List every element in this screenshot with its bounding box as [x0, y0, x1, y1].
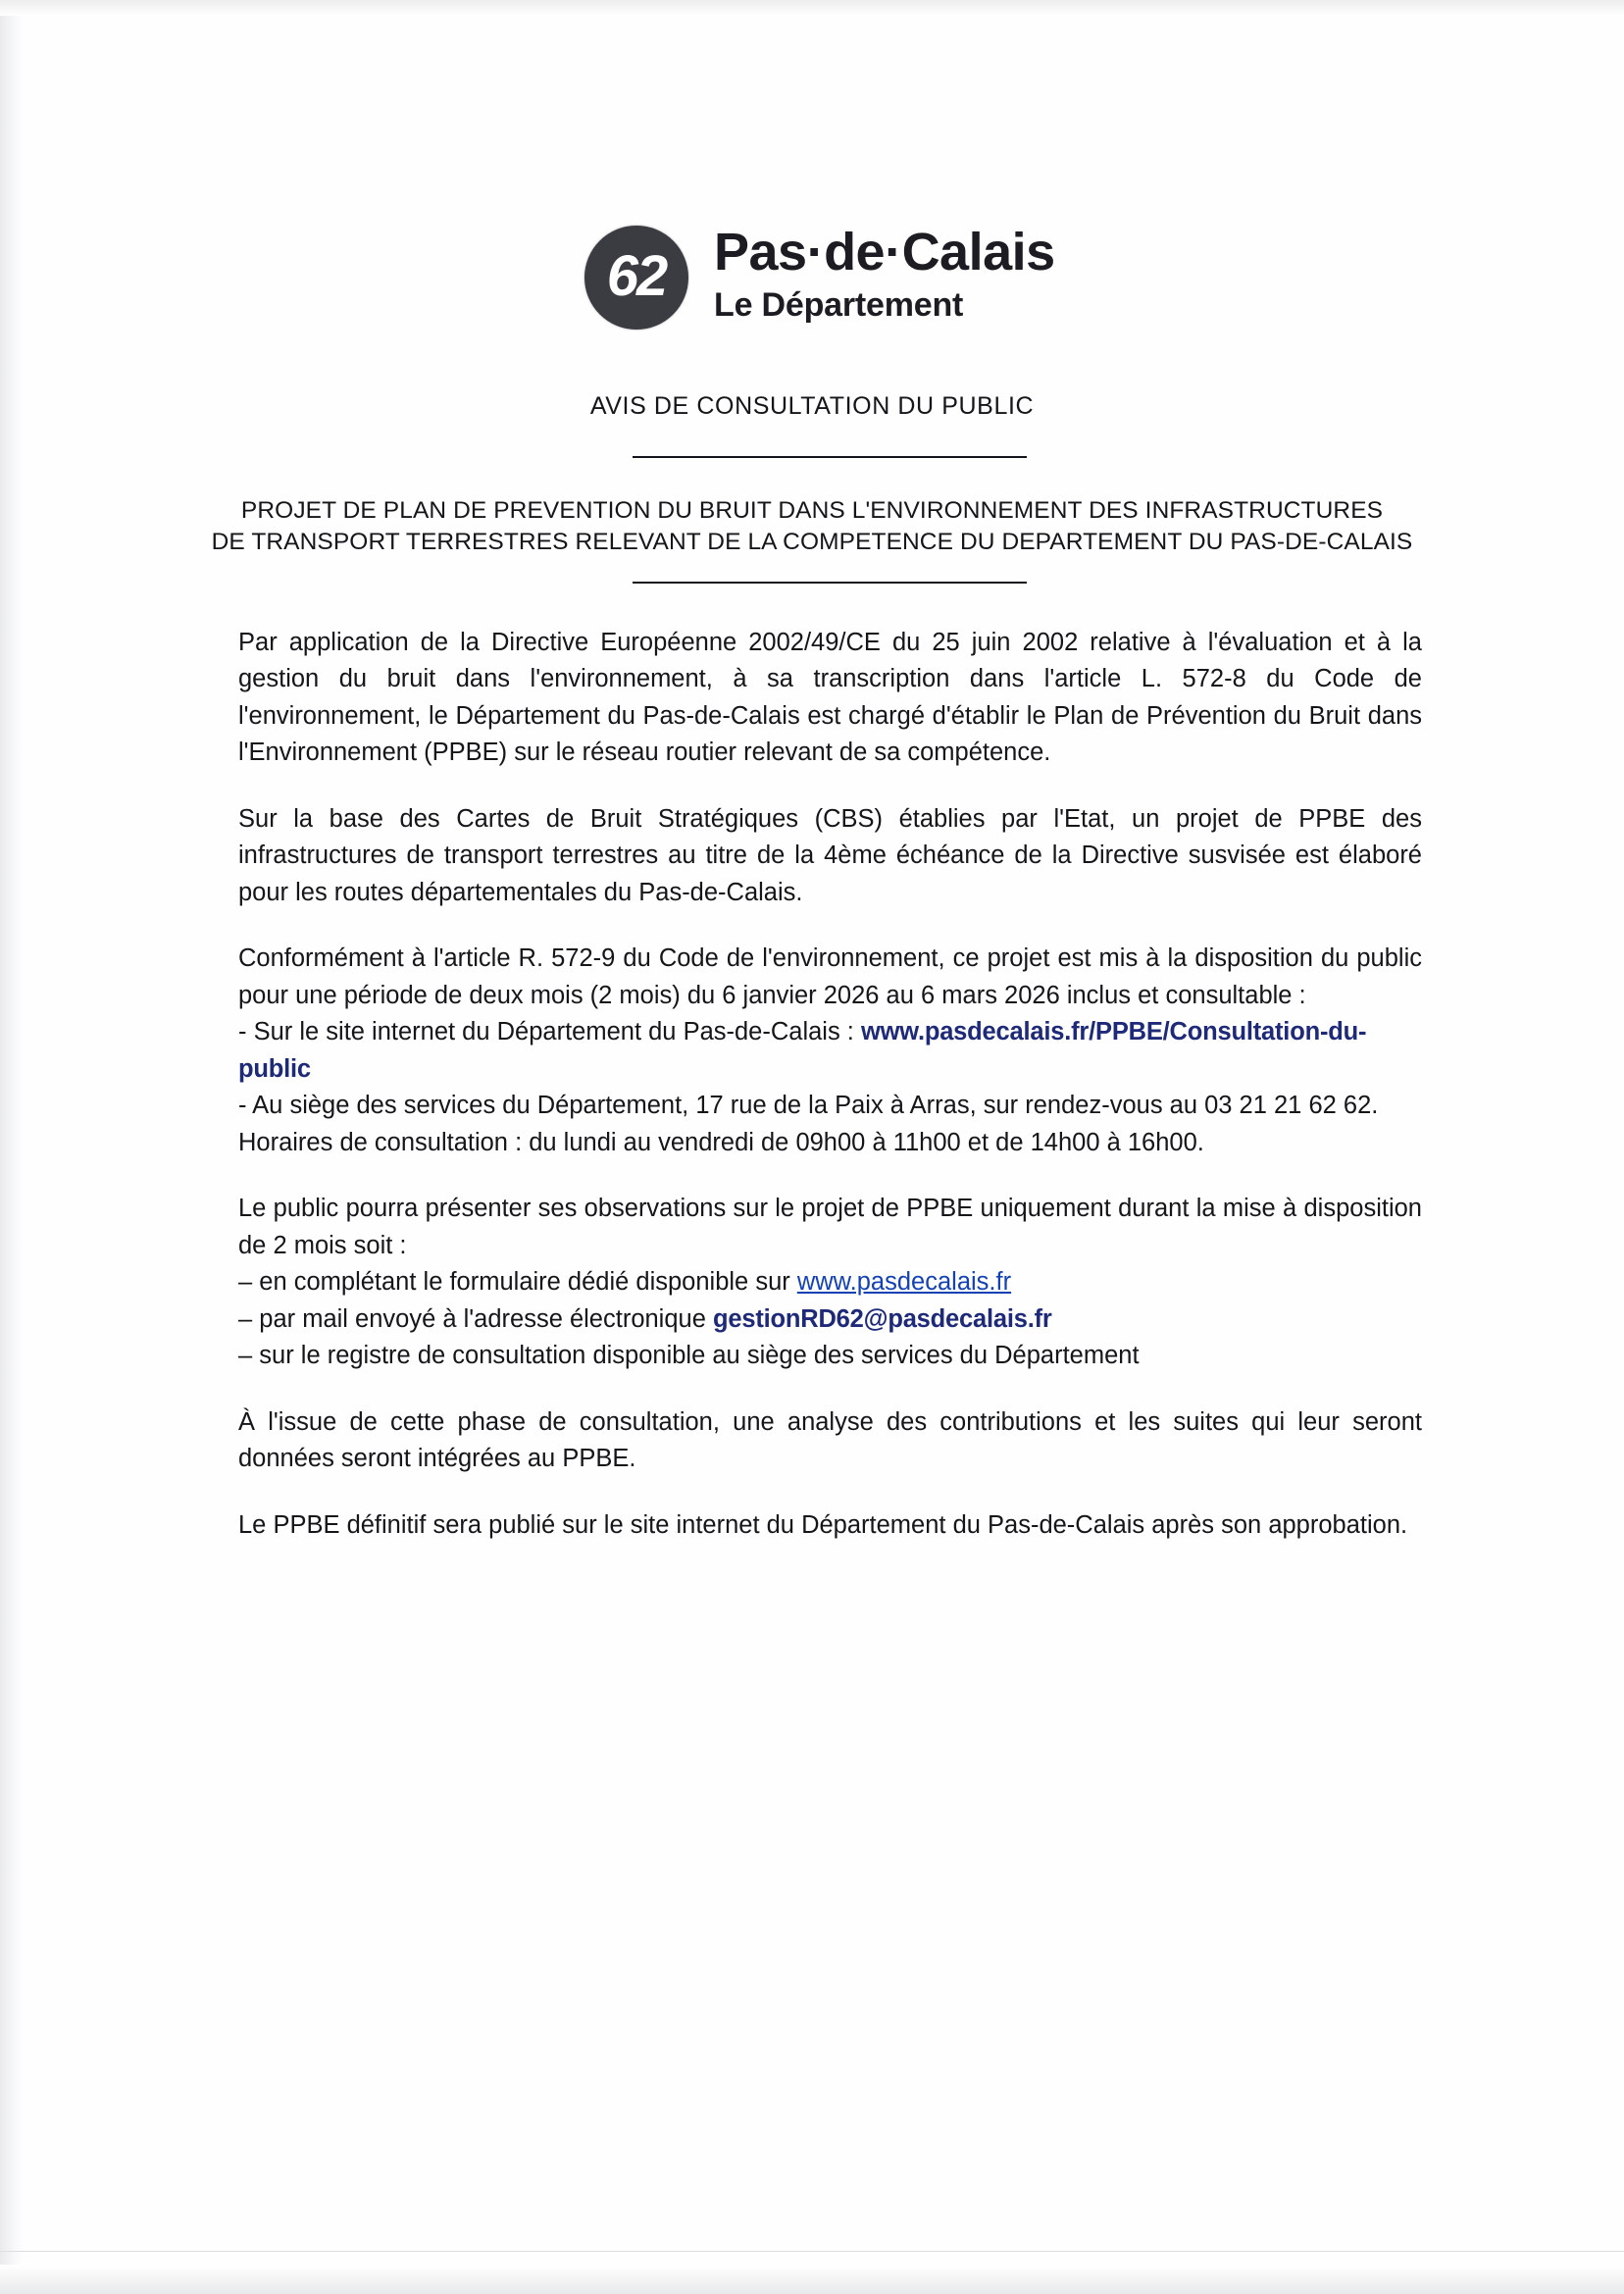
divider-rule-top — [633, 456, 1027, 458]
paragraph-6: Le PPBE définitif sera publié sur le site internet du Département du Pas-de-Calais après son approbation. — [238, 1510, 1408, 1539]
subject-title-line-1: PROJET DE PLAN DE PREVENTION DU BRUIT DANS L'ENVIRONNEMENT DES INFRASTRUCTURES — [240, 497, 1384, 524]
document-body — [238, 625, 1422, 1573]
paragraph-4-form-line — [238, 1264, 1422, 1300]
paragraph-3-hours-line: Horaires de consultation : du lundi au vendredi de 09h00 à 11h00 et de 14h00 à 16h00. — [238, 1128, 1204, 1156]
subject-title — [0, 495, 1624, 559]
divider-rule-bottom — [633, 582, 1027, 584]
paragraph-4-mail-prefix: – par mail envoyé à l'adresse électronique — [238, 1304, 713, 1333]
paragraph-4 — [238, 1191, 1422, 1374]
logo-text-block — [714, 224, 1055, 326]
scan-edge-top — [0, 0, 1624, 16]
logo-title: Pas·de·Calais — [714, 223, 1055, 281]
paragraph-5: À l'issue de cette phase de consultation, une analyse des contributions et les suites qui leur seront données seront intégrées au PPBE. — [238, 1407, 1422, 1473]
department-logo — [584, 224, 1055, 330]
paragraph-2: Sur la base des Cartes de Bruit Stratégiques (CBS) établies par l'Etat, un projet de PPBE des infrastructures de transport terrestres au titre de la 4ème échéance de la Directive susvisée est élaboré pour les routes départementales du Pas-de-Calais. — [238, 804, 1422, 906]
logo-subtitle: Le Département — [714, 286, 964, 325]
badge-62-icon — [584, 226, 688, 330]
scan-edge-bottom — [0, 2265, 1624, 2294]
paragraph-4-intro: Le public pourra présenter ses observations sur le projet de PPBE uniquement durant la mise à disposition de 2 mois soit : — [238, 1195, 1422, 1259]
paragraph-3-intro: Conformément à l'article R. 572-9 du Code de l'environnement, ce projet est mis à la disposition du public pour une période de deux mois (2 mois) du 6 janvier 2026 au 6 mars 2026 inclus et consultable : — [238, 944, 1422, 1009]
subject-title-line-2: DE TRANSPORT TERRESTRES RELEVANT DE LA COMPETENCE DU DEPARTEMENT DU PAS-DE-CALAIS — [211, 529, 1413, 556]
badge-number: 62 — [606, 244, 667, 308]
contact-email-link[interactable]: gestionRD62@pasdecalais.fr — [712, 1304, 1052, 1333]
paragraph-4-form-prefix: – en complétant le formulaire dédié disponible sur — [238, 1268, 797, 1297]
paragraph-3 — [238, 941, 1422, 1161]
paragraph-3-website-line — [238, 1014, 1422, 1088]
paragraph-4-register-line: – sur le registre de consultation disponible au siège des services du Département — [238, 1342, 1140, 1370]
paragraph-3-address-line: - Au siège des services du Département, 17 rue de la Paix à Arras, sur rendez-vous au 03 21 21 62 62. — [238, 1092, 1379, 1120]
paragraph-1: Par application de la Directive Européenne 2002/49/CE du 25 juin 2002 relative à l'évaluation et à la gestion du bruit dans l'environnement, à sa transcription dans l'article L. 572-8 du Code de l'environnement, le Département du Pas-de-Calais est chargé d'établir le Plan de Prévention du Bruit dans l'Environnement (PPBE) sur le réseau routier relevant de sa compétence. — [238, 629, 1422, 767]
paragraph-3-website-prefix: - Sur le site internet du Département du Pas-de-Calais : — [238, 1018, 861, 1046]
consultation-url-link[interactable]: www.pasdecalais.fr/PPBE/Consultation-du-public — [238, 1018, 1367, 1083]
scan-fold-line — [0, 2251, 1624, 2252]
paragraph-4-mail-line — [238, 1301, 1422, 1338]
scan-edge-left — [0, 0, 25, 2294]
pasdecalais-website-link[interactable]: www.pasdecalais.fr — [796, 1268, 1012, 1297]
notice-title: AVIS DE CONSULTATION DU PUBLIC — [589, 392, 1035, 420]
